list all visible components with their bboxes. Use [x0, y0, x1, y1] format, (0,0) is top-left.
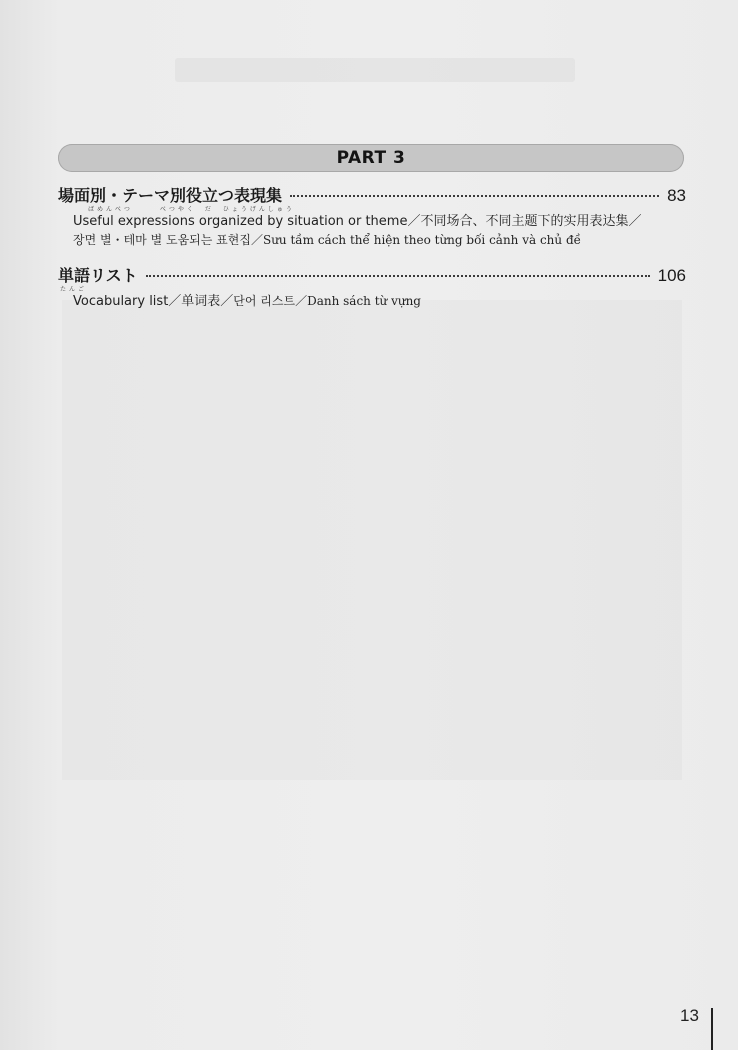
- toc-entry-description: [73, 212, 686, 250]
- part-label: PART 3: [336, 148, 406, 168]
- toc-entry-title: 場面別・テーマ別役立つ表現集: [58, 186, 283, 205]
- toc-entry-title: 単語リスト: [58, 266, 138, 285]
- toc-entry-page: 106: [657, 266, 686, 285]
- bleed-through-content: [62, 300, 682, 780]
- furigana: たんご: [60, 286, 88, 292]
- description-line: [73, 292, 686, 311]
- page-number: 13: [680, 1006, 699, 1025]
- description-korean: 장면 별・테마 별 도움되는 표현집／: [73, 233, 263, 247]
- toc-entry-page: 83: [667, 186, 686, 205]
- description-line: Useful expressions organized by situation or theme／不同场合、不同主题下的实用表达集／: [73, 214, 642, 229]
- description-korean: 단어 리스트／: [233, 294, 308, 308]
- description-text: Vocabulary list／单词表／: [73, 294, 234, 309]
- toc-entry: [58, 183, 686, 250]
- part-header-bar: [58, 144, 684, 172]
- toc-entry: [58, 263, 686, 311]
- dot-leader: [290, 195, 659, 197]
- description-vietnamese: Danh sách từ vựng: [307, 294, 421, 308]
- bleed-through-heading: [175, 58, 575, 82]
- dot-leader: [146, 275, 650, 277]
- page-edge-mark: [711, 1008, 713, 1050]
- toc-entry-description: [73, 292, 686, 311]
- furigana: ばめんべつ べつやく だ ひょうげんしゅう: [88, 206, 295, 212]
- description-vietnamese: Sưu tầm cách thể hiện theo từng bối cảnh và chủ đề: [262, 233, 582, 247]
- description-line: [73, 231, 686, 250]
